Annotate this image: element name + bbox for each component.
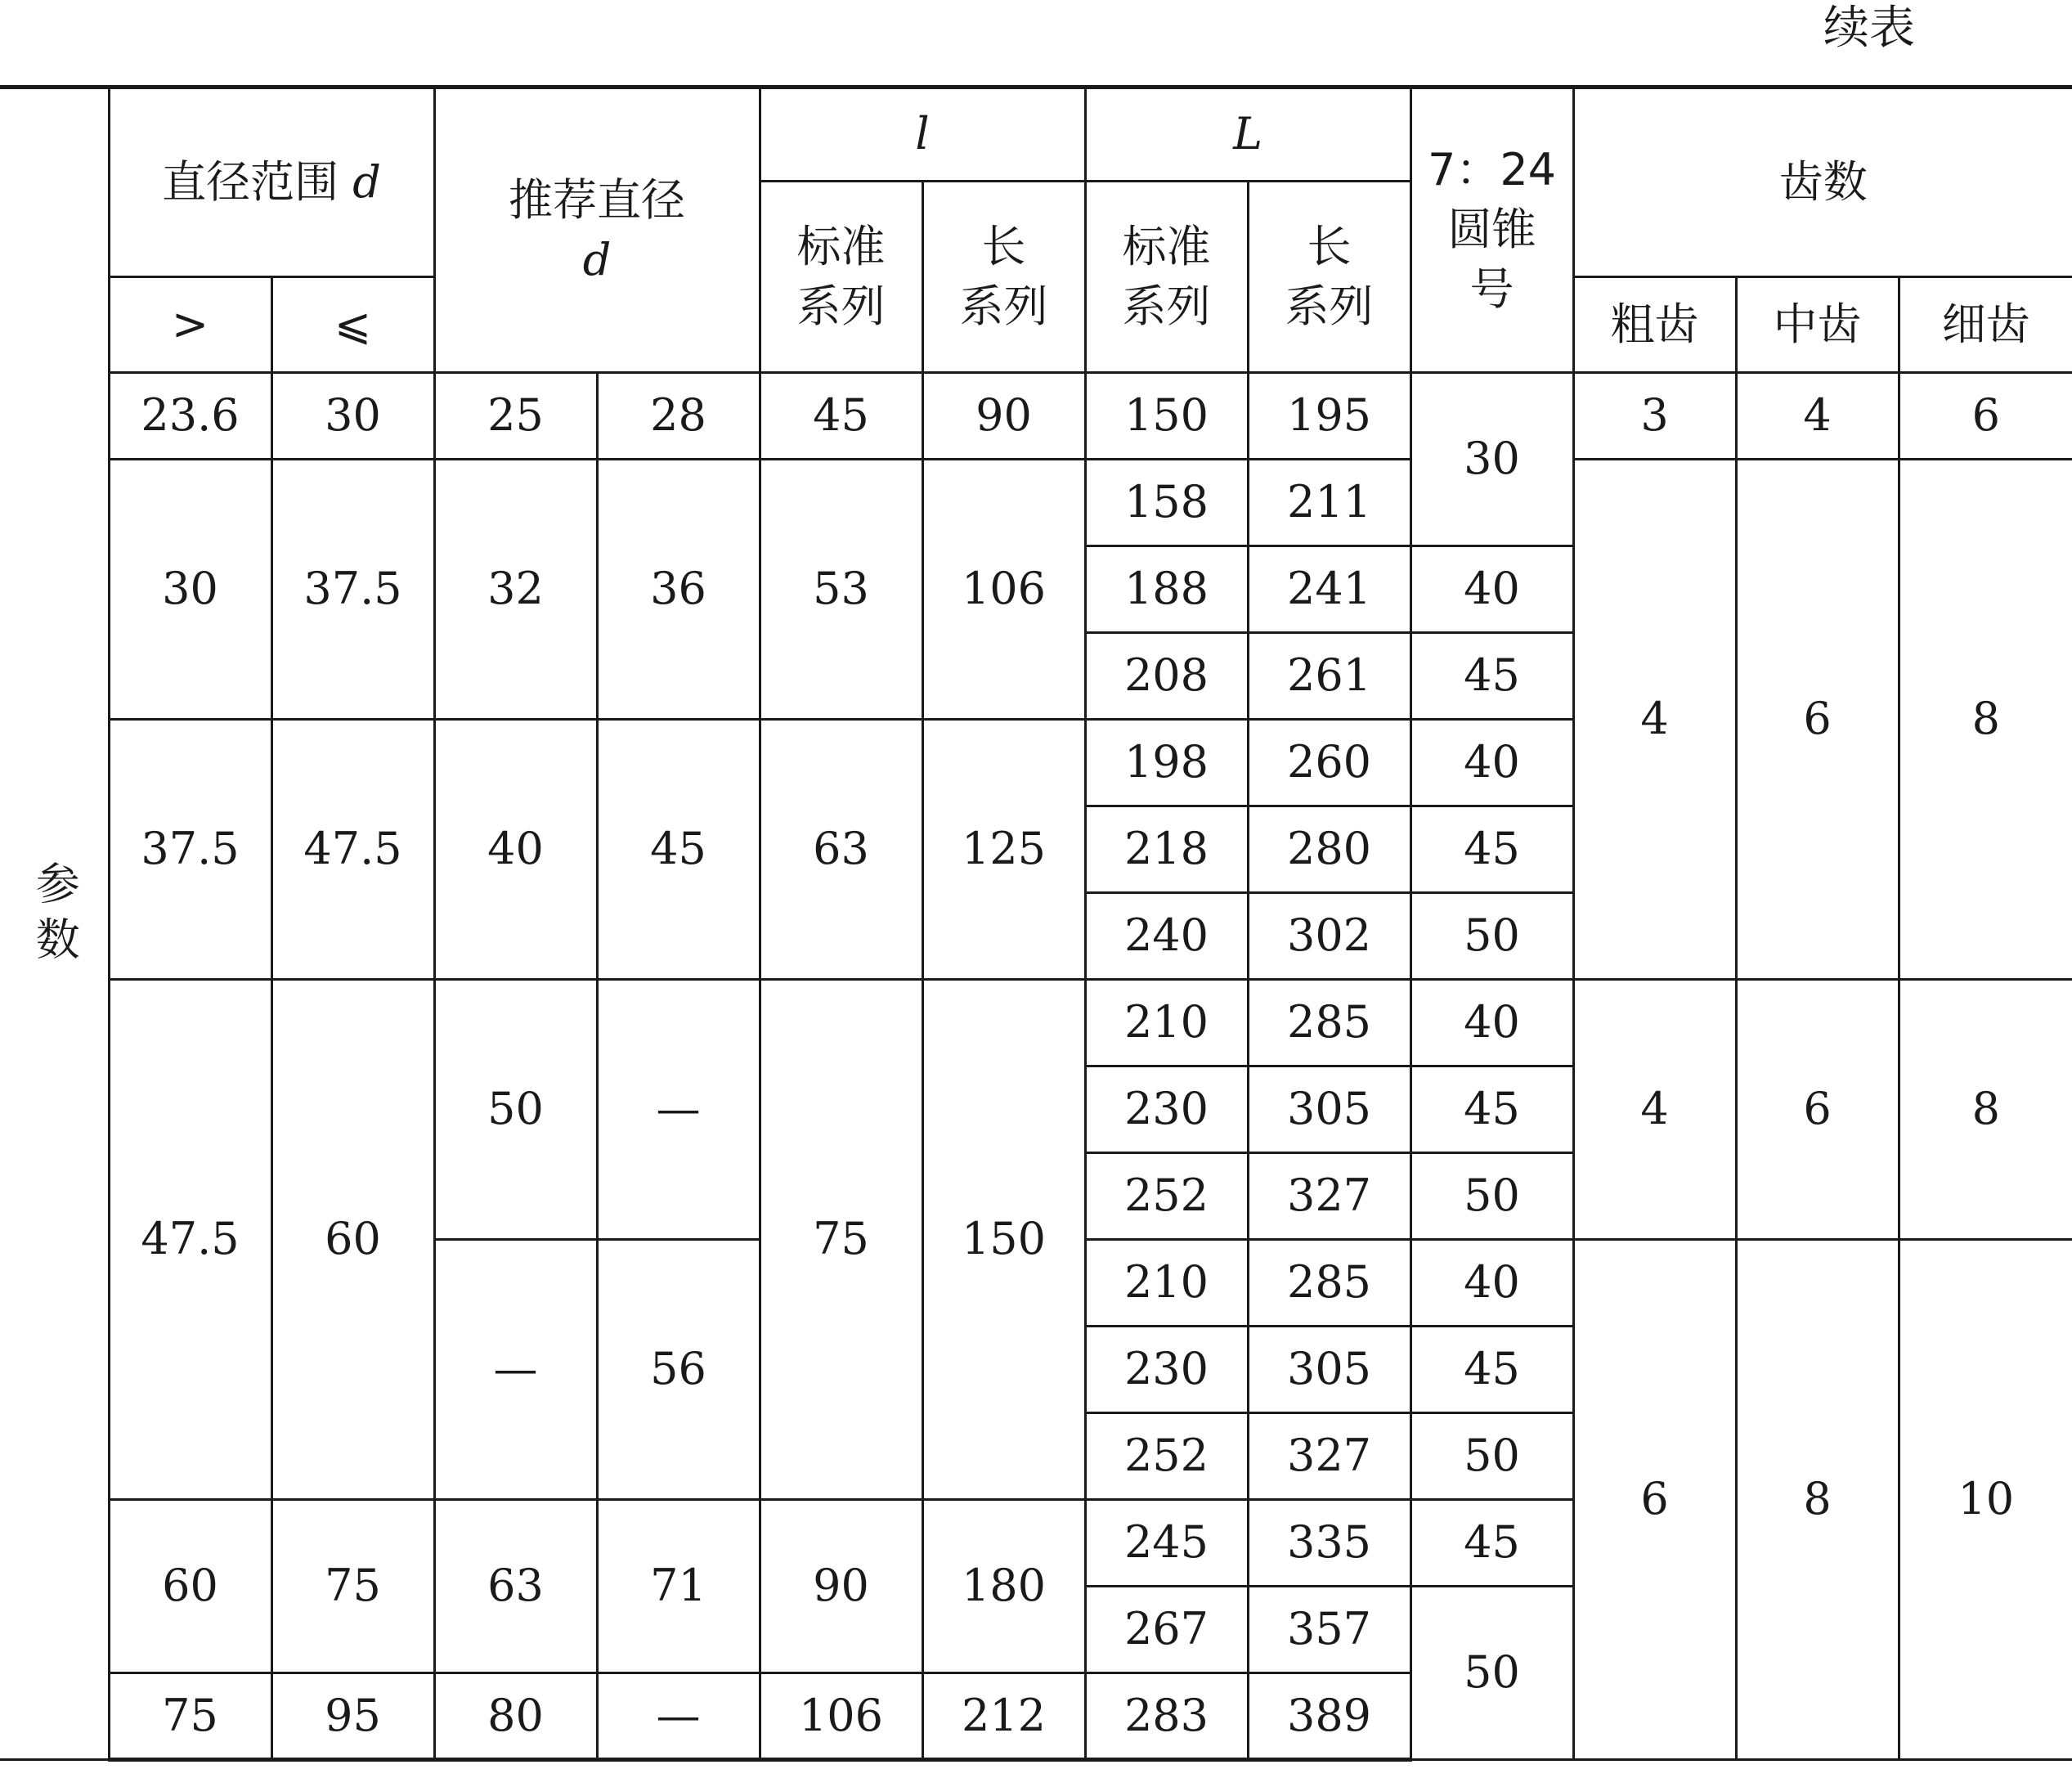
cell-L-long: 211 [1248,460,1410,546]
cell-recommended-1: 80 [434,1673,597,1760]
header-medium: 中齿 [1736,277,1899,373]
cell-fine: 8 [1899,460,2072,980]
cell-l-long: 150 [922,980,1085,1500]
header-recommended-symbol: d [582,233,612,285]
cell-taper: 45 [1410,1066,1573,1153]
cell-coarse: 4 [1573,980,1736,1240]
cell-recommended-1: 63 [434,1500,597,1673]
cell-recommended-2: 45 [597,720,760,980]
table-row [0,460,2072,546]
cell-medium: 8 [1736,1240,1899,1760]
header-taper-line1: 7：24 [1427,144,1557,196]
cell-l-long: 212 [922,1673,1085,1760]
cell-gt: 23.6 [109,373,271,460]
cell-l-long: 180 [922,1500,1085,1673]
cell-le: 47.5 [271,720,434,980]
cell-L-standard: 267 [1085,1587,1248,1673]
header-diameter-range-text: 直径范围 [162,155,339,208]
cell-L-standard: 252 [1085,1153,1248,1240]
cell-gt: 60 [109,1500,271,1673]
cell-fine: 8 [1899,980,2072,1240]
cell-L-standard: 245 [1085,1500,1248,1587]
cell-le: 30 [271,373,434,460]
header-L-long-line2: 系列 [1285,280,1374,332]
cell-l-long: 90 [922,373,1085,460]
table-row [0,373,2072,460]
cell-l-standard: 106 [760,1673,922,1760]
cell-fine: 6 [1899,373,2072,460]
cell-L-long: 241 [1248,546,1410,633]
cell-recommended-1: 32 [434,460,597,720]
header-L-long [1248,182,1410,373]
header-L-standard-line1: 标准 [1122,220,1211,272]
header-l-long-line2: 系列 [959,280,1048,332]
cell-taper: 50 [1410,1587,1573,1760]
cell-L-standard: 252 [1085,1413,1248,1500]
table-row [0,980,2072,1066]
cell-L-long: 389 [1248,1673,1410,1760]
cell-taper: 45 [1410,806,1573,893]
cell-taper: 40 [1410,980,1573,1066]
cell-L-standard: 158 [1085,460,1248,546]
cell-coarse: 6 [1573,1240,1736,1760]
header-fine: 细齿 [1899,277,2072,373]
cell-L-standard: 150 [1085,373,1248,460]
cell-l-standard: 53 [760,460,922,720]
header-coarse: 粗齿 [1573,277,1736,373]
header-l-standard-line1: 标准 [796,220,886,272]
header-diameter-range [109,88,434,277]
cell-L-standard: 230 [1085,1066,1248,1153]
cell-L-standard: 210 [1085,1240,1248,1327]
cell-taper: 50 [1410,1413,1573,1500]
cell-L-standard: 283 [1085,1673,1248,1760]
header-l-small: l [760,88,1085,182]
header-greater-than: > [109,277,271,373]
cell-recommended-2: — [597,1673,760,1760]
cell-l-standard: 75 [760,980,922,1500]
header-l-standard-line2: 系列 [796,280,886,332]
cell-L-long: 261 [1248,633,1410,720]
cell-recommended-2: — [597,980,760,1240]
cell-fine: 10 [1899,1240,2072,1760]
cell-le: 75 [271,1500,434,1673]
cell-L-long: 302 [1248,893,1410,980]
cell-taper: 40 [1410,1240,1573,1327]
cell-recommended-1: — [434,1240,597,1500]
cell-L-long: 305 [1248,1327,1410,1413]
table-caption: 续表 [1823,2,1915,55]
cell-L-long: 285 [1248,1240,1410,1327]
header-teeth: 齿数 [1573,88,2072,277]
cell-medium: 4 [1736,373,1899,460]
cell-recommended-2: 36 [597,460,760,720]
cell-L-long: 305 [1248,1066,1410,1153]
cell-taper: 50 [1410,1153,1573,1240]
cell-L-long: 260 [1248,720,1410,806]
cell-taper: 45 [1410,1327,1573,1413]
header-recommended-diameter [434,88,760,373]
cell-recommended-2: 71 [597,1500,760,1673]
cell-l-standard: 90 [760,1500,922,1673]
header-less-equal: ⩽ [271,277,434,373]
cell-taper: 50 [1410,893,1573,980]
cell-L-long: 280 [1248,806,1410,893]
cell-coarse: 4 [1573,460,1736,980]
header-L-standard [1085,182,1248,373]
cell-L-standard: 240 [1085,893,1248,980]
cell-L-long: 327 [1248,1413,1410,1500]
cell-L-long: 327 [1248,1153,1410,1240]
header-taper-line3: 号 [1469,263,1514,315]
side-label: 参数 [29,860,81,972]
cell-L-standard: 210 [1085,980,1248,1066]
cell-recommended-1: 40 [434,720,597,980]
cell-taper: 45 [1410,1500,1573,1587]
cell-l-standard: 45 [760,373,922,460]
header-L-standard-line2: 系列 [1122,280,1211,332]
cell-coarse: 3 [1573,373,1736,460]
header-taper [1410,88,1573,373]
cell-taper: 40 [1410,546,1573,633]
cell-L-standard: 230 [1085,1327,1248,1413]
cell-L-standard: 188 [1085,546,1248,633]
cell-recommended-1: 50 [434,980,597,1240]
cell-recommended-2: 28 [597,373,760,460]
cell-L-long: 335 [1248,1500,1410,1587]
cell-medium: 6 [1736,460,1899,980]
header-l-standard [760,182,922,373]
header-l-long-line1: 长 [981,220,1026,272]
header-recommended-text: 推荐直径 [509,173,685,226]
header-l-long [922,182,1085,373]
header-L-long-line1: 长 [1307,220,1352,272]
parameter-table [0,85,2072,1762]
cell-recommended-2: 56 [597,1240,760,1500]
cell-medium: 6 [1736,980,1899,1240]
cell-L-long: 357 [1248,1587,1410,1673]
cell-gt: 75 [109,1673,271,1760]
cell-l-long: 125 [922,720,1085,980]
cell-L-standard: 218 [1085,806,1248,893]
cell-taper: 40 [1410,720,1573,806]
cell-L-standard: 198 [1085,720,1248,806]
cell-le: 37.5 [271,460,434,720]
cell-taper: 30 [1410,373,1573,546]
cell-taper: 45 [1410,633,1573,720]
cell-L-long: 285 [1248,980,1410,1066]
header-taper-line2: 圆锥 [1447,204,1536,256]
cell-recommended-1: 25 [434,373,597,460]
cell-l-long: 106 [922,460,1085,720]
cell-L-long: 195 [1248,373,1410,460]
cell-le: 95 [271,1673,434,1760]
side-label-cell [0,88,109,1760]
cell-gt: 47.5 [109,980,271,1500]
header-diameter-symbol: d [352,155,381,208]
cell-le: 60 [271,980,434,1500]
cell-L-standard: 208 [1085,633,1248,720]
header-L-large: L [1085,88,1410,182]
cell-gt: 37.5 [109,720,271,980]
cell-l-standard: 63 [760,720,922,980]
cell-gt: 30 [109,460,271,720]
